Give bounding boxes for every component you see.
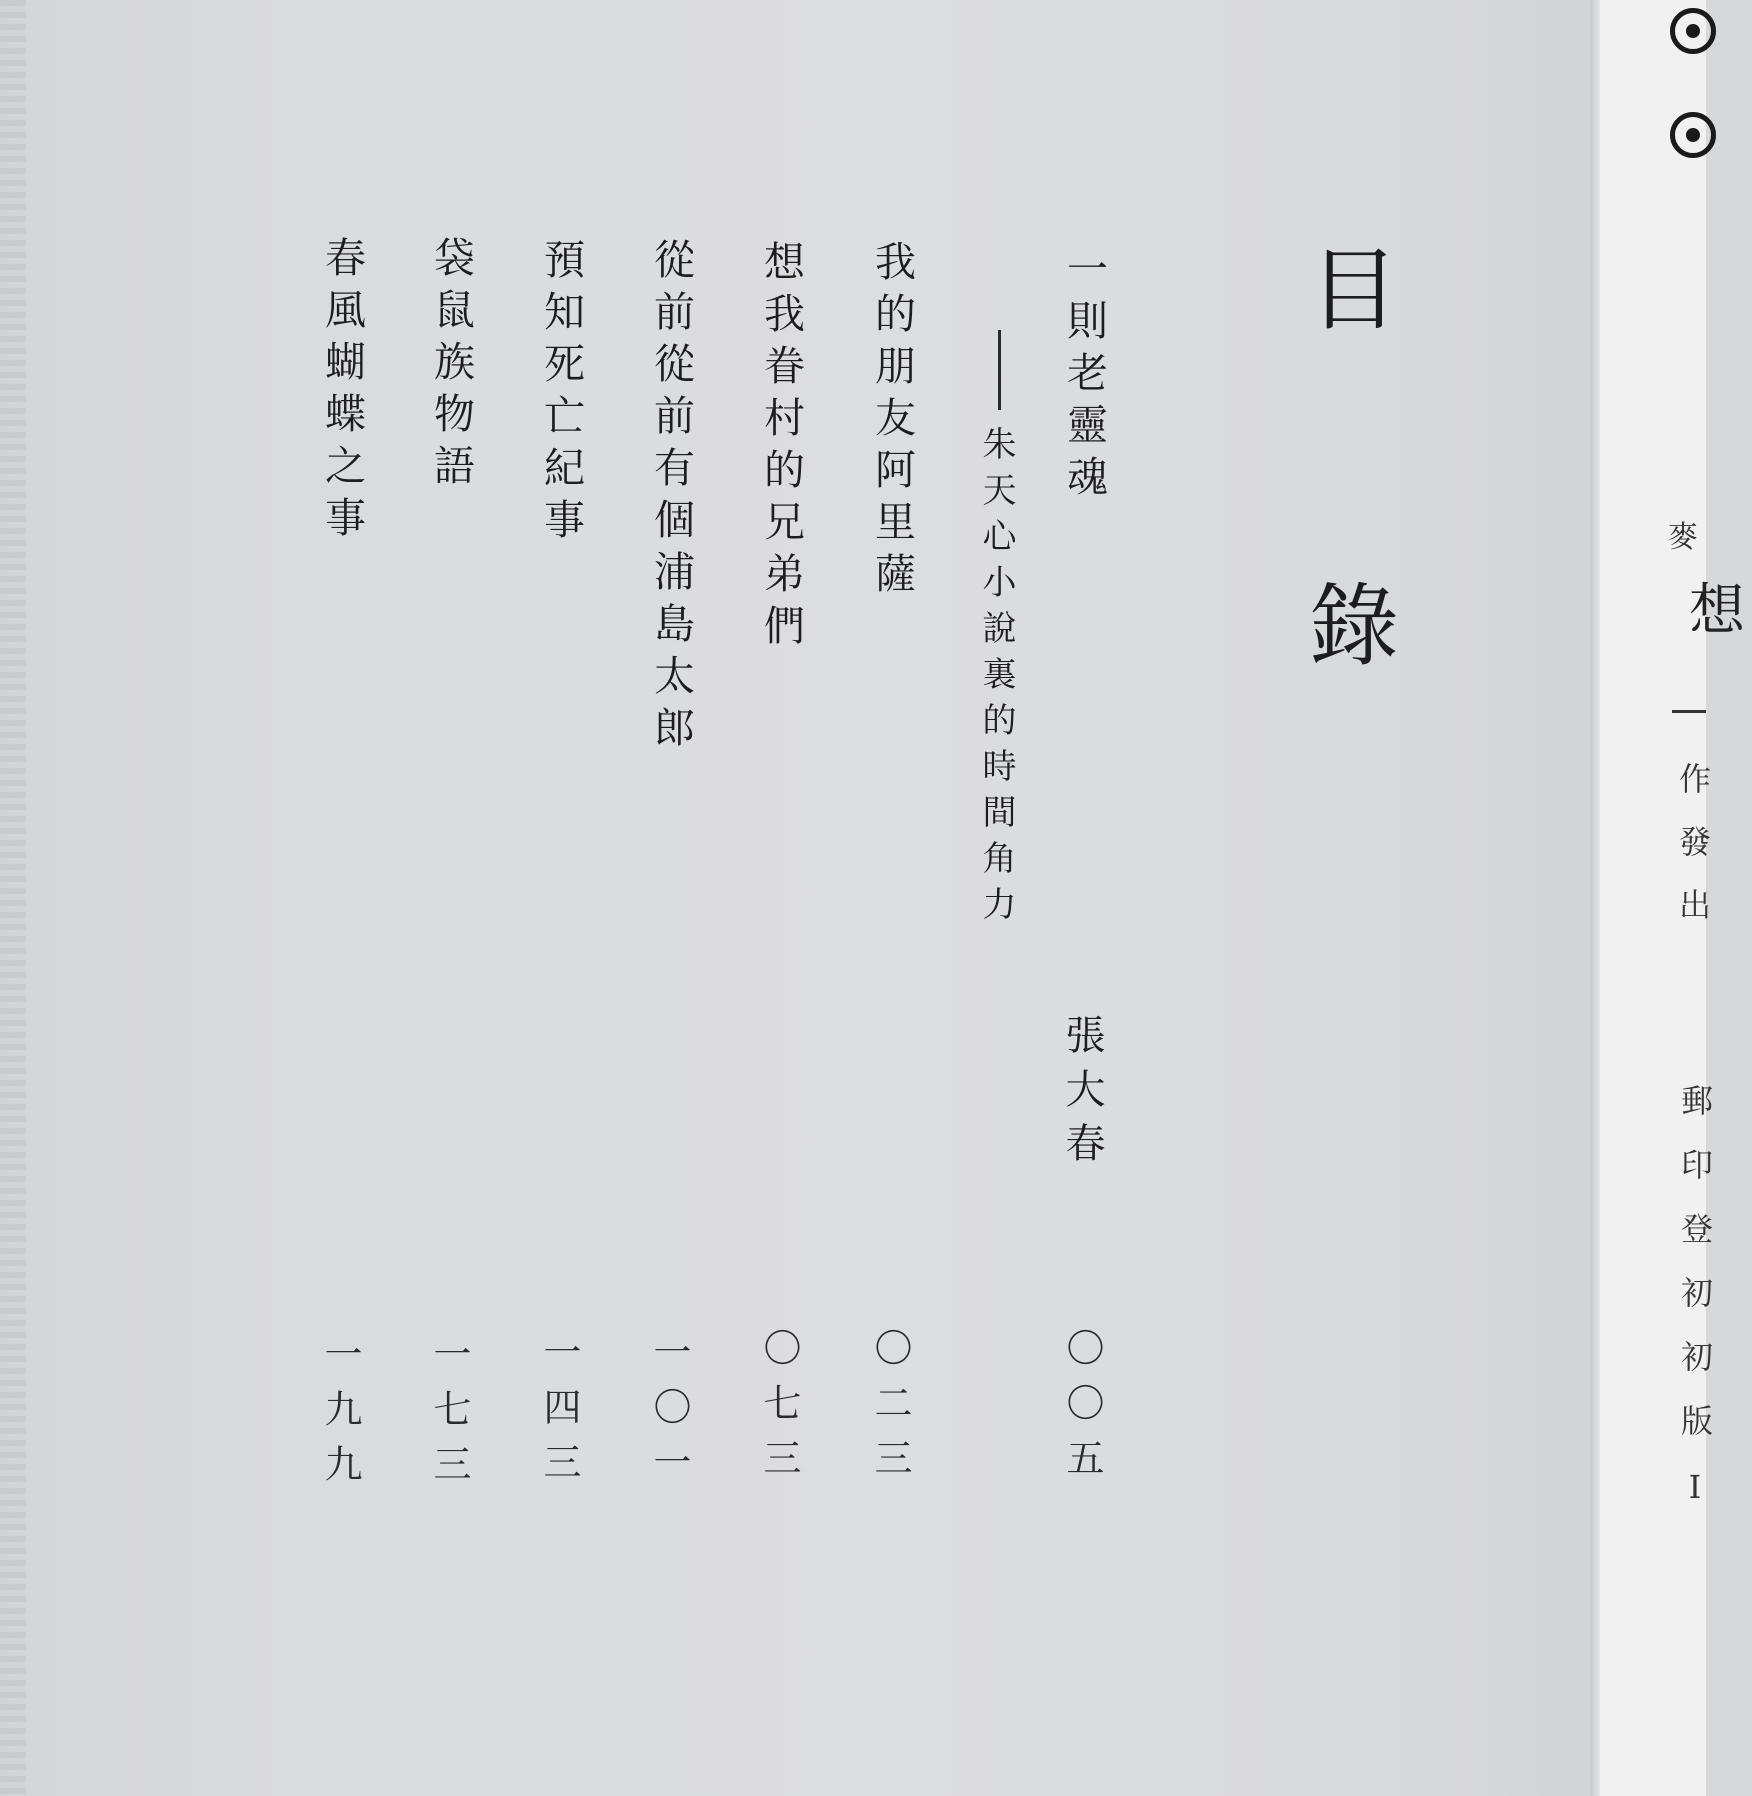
page-edge [0, 0, 26, 1796]
toc-entry-title-1: 一則老靈魂 [1060, 247, 1108, 507]
toc-entry-page-3: 〇七三 [757, 1328, 801, 1493]
adjacent-page [1600, 0, 1745, 1796]
toc-entry-page-4: 一〇一 [647, 1332, 691, 1497]
subtitle-dash [998, 330, 1001, 410]
toc-entry-title-7: 春風蝴蝶之事 [318, 236, 366, 548]
preface-author: 張大春 [1059, 1014, 1105, 1176]
toc-entry-title-6: 袋鼠族物語 [427, 236, 475, 496]
toc-entry-title-3: 想我眷村的兄弟們 [757, 240, 805, 656]
toc-heading: 目錄 [1293, 242, 1398, 914]
bullet-target-icon [1670, 8, 1716, 54]
toc-entry-page-7: 一九九 [318, 1334, 362, 1499]
toc-entry-page-1: 〇〇五 [1060, 1328, 1104, 1493]
toc-entry-title-5: 預知死亡紀事 [537, 238, 585, 550]
adjacent-page-rule [1672, 710, 1706, 713]
toc-entry-page-6: 一七三 [427, 1334, 471, 1499]
adjacent-page-char: 麥 [1668, 520, 1698, 555]
preface-subtitle: 朱天心小說裏的時間角力 [976, 426, 1016, 932]
toc-entry-page-2: 〇二三 [868, 1328, 912, 1493]
toc-entry-title-2: 我的朋友阿里薩 [868, 240, 916, 604]
toc-entry-page-5: 一四三 [537, 1332, 581, 1497]
adjacent-page-title-char: 想 [1680, 580, 1745, 636]
bullet-target-icon [1670, 112, 1716, 158]
toc-entry-title-4: 從前從前有個浦島太郎 [647, 238, 695, 758]
adjacent-page-column: 作發出 [1674, 762, 1712, 951]
adjacent-page-column-lower: 郵印登初初版I [1676, 1084, 1714, 1538]
